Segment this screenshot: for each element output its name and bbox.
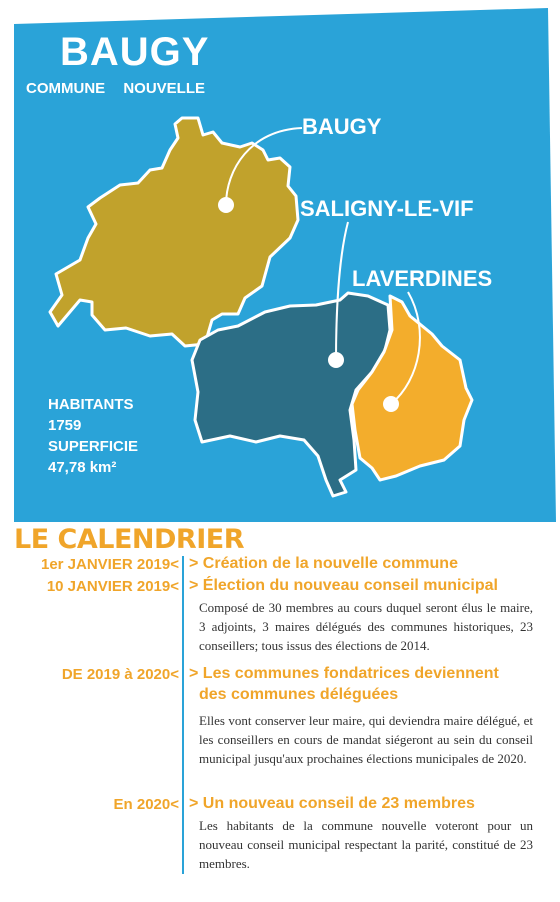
calendar-event-3-line2: des communes déléguées xyxy=(199,686,399,703)
calendar-event-2: > Élection du nouveau conseil municipal xyxy=(189,577,498,594)
baugy-label: BAUGY xyxy=(302,114,382,139)
calendar-date-2: 10 JANVIER 2019< xyxy=(46,578,179,595)
calendar-date-4: En 2020< xyxy=(113,796,179,813)
superficie-value: 47,78 km² xyxy=(48,459,117,476)
page-title: BAUGY xyxy=(60,30,210,74)
calendar-title: LE CALENDRIER xyxy=(14,524,244,555)
saligny-marker xyxy=(328,352,344,368)
calendar-date-1: 1er JANVIER 2019< xyxy=(40,556,179,573)
saligny-label: SALIGNY-LE-VIF xyxy=(300,196,474,221)
calendar-event-4: > Un nouveau conseil de 23 membres xyxy=(189,795,475,812)
habitants-value: 1759 xyxy=(48,417,82,434)
laverdines-marker xyxy=(383,396,399,412)
timeline-line xyxy=(182,556,184,874)
calendar-date-3: DE 2019 à 2020< xyxy=(61,666,179,683)
baugy-marker xyxy=(218,197,234,213)
calendar-event-3: > Les communes fondatrices deviennent xyxy=(189,665,499,682)
laverdines-label: LAVERDINES xyxy=(352,266,493,291)
calendar-description-3: Elles vont conserver leur maire, qui deviendra maire délégué, et les conseillers en cours de mandat siégeront au sein du conseil municipal jusqu'aux prochaines élections municipales de 2020. xyxy=(199,713,533,766)
calendar-description-4: Les habitants de la commune nouvelle voteront pour un nouveau conseil municipal respectant la parité, constitué de 23 membres. xyxy=(199,818,533,871)
stats-block xyxy=(48,394,138,478)
habitants-label: HABITANTS xyxy=(48,396,134,413)
calendar-event-1: > Création de la nouvelle commune xyxy=(189,555,458,572)
superficie-label: SUPERFICIE xyxy=(48,438,139,455)
page-subtitle: COMMUNE NOUVELLE xyxy=(26,80,205,97)
calendar-description-2: Composé de 30 membres au cours duquel seront élus le maire, 3 adjoints, 3 maires délégués des communes historiques, 23 conseillers; tous issus des élections de 2014. xyxy=(199,600,533,653)
